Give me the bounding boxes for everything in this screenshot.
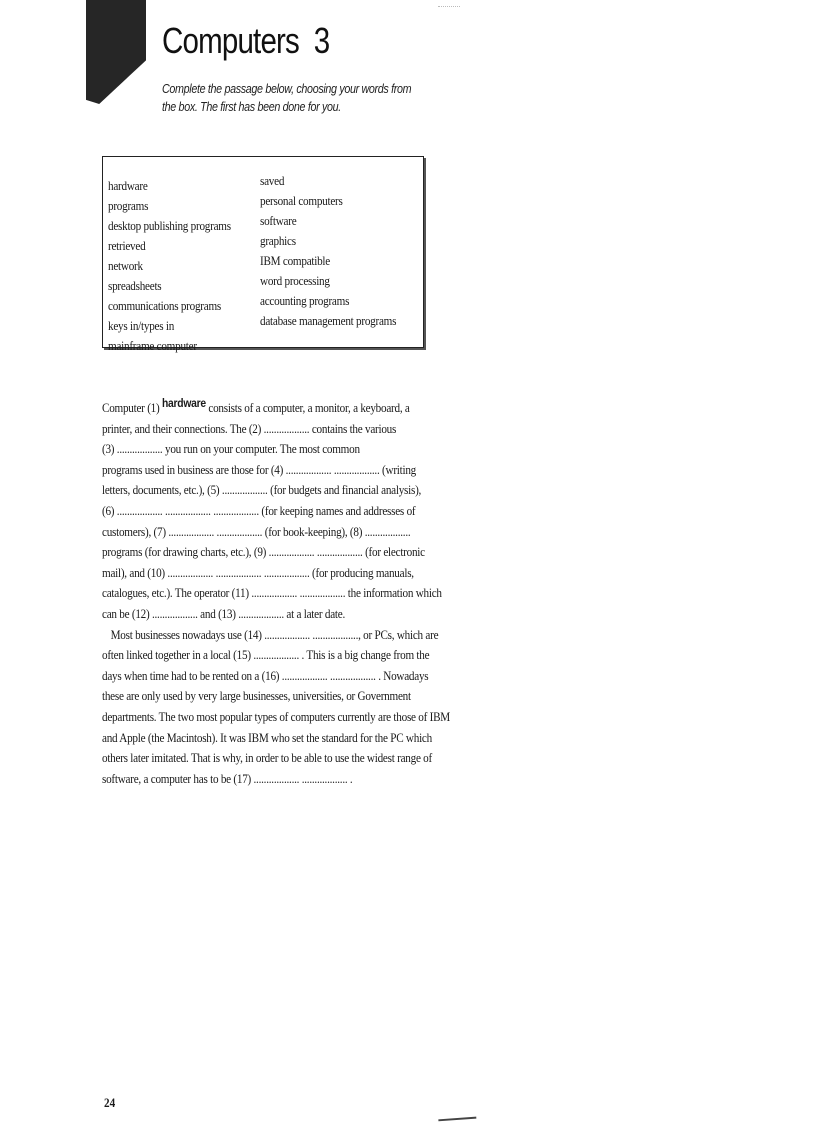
cloze-passage <box>102 396 450 789</box>
word-item: programs <box>108 198 149 213</box>
word-item: personal computers <box>260 193 343 208</box>
passage-line <box>102 396 410 419</box>
passage-line: printer, and their connections. The (2) .................. contains the various <box>102 420 397 436</box>
passage-line: (3) .................. you run on your computer. The most common <box>102 441 360 457</box>
passage-line: others later imitated. That is why, in order to be able to use the widest range of <box>102 750 432 766</box>
passage-line: customers), (7) .................. .................. (for book-keeping), (8) .................. <box>102 523 411 539</box>
word-box-left-column <box>108 176 251 356</box>
passage-line: days when time had to be rented on a (16) .................. .................. . Nowadays <box>102 667 429 683</box>
word-item: database management programs <box>260 313 397 328</box>
title-number: 3 <box>313 20 330 61</box>
title-text: Computers <box>162 20 299 61</box>
word-box-right-column <box>260 171 418 331</box>
page-title <box>162 20 329 62</box>
word-box <box>102 156 424 353</box>
passage-text: Computer (1) <box>102 400 160 415</box>
word-item: desktop publishing programs <box>108 218 231 233</box>
passage-line: mail), and (10) .................. .................. .................. (for producing manuals, <box>102 564 414 580</box>
word-item: graphics <box>260 233 296 248</box>
corner-tab-graphic <box>86 0 146 104</box>
word-item: network <box>108 258 143 273</box>
word-item: retrieved <box>108 238 146 253</box>
word-item: communications programs <box>108 298 221 313</box>
passage-line: catalogues, etc.). The operator (11) .................. .................. the information which <box>102 585 442 601</box>
passage-line: Most businesses nowadays use (14) .................. .................., or PCs, which are <box>110 626 439 642</box>
passage-line: and Apple (the Macintosh). It was IBM who set the standard for the PC which <box>102 729 432 745</box>
word-item: accounting programs <box>260 293 350 308</box>
word-item: saved <box>260 173 285 188</box>
passage-line: often linked together in a local (15) .................. . This is a big change from the <box>102 647 430 663</box>
example-answer: hardware <box>161 396 206 410</box>
passage-line: programs (for drawing charts, etc.), (9) .................. .................. (for electronic <box>102 544 425 560</box>
word-item: word processing <box>260 273 330 288</box>
passage-text: consists of a computer, a monitor, a keyboard, a <box>208 400 410 415</box>
word-item: mainframe computer <box>108 338 197 353</box>
word-item: IBM compatible <box>260 253 330 268</box>
word-item: software <box>260 213 297 228</box>
word-item: hardware <box>108 178 148 193</box>
scan-smudge <box>438 1107 477 1122</box>
word-item: spreadsheets <box>108 278 162 293</box>
passage-line: can be (12) .................. and (13) .................. at a later date. <box>102 605 345 621</box>
word-item: keys in/types in <box>108 318 175 333</box>
scan-speck <box>438 0 460 7</box>
passage-line: letters, documents, etc.), (5) .................. (for budgets and financial analysis), <box>102 482 422 498</box>
passage-line: software, a computer has to be (17) .................. .................. . <box>102 770 353 786</box>
passage-line: programs used in business are those for (4) .................. .................. (writing <box>102 461 416 477</box>
exercise-instructions: Complete the passage below, choosing your words from the box. The first has been done for you. <box>162 82 412 114</box>
page-number: 24 <box>104 1095 116 1110</box>
passage-line: (6) .................. .................. .................. (for keeping names and addresses of <box>102 502 416 518</box>
passage-line: these are only used by very large businesses, universities, or Government <box>102 688 411 704</box>
passage-line: departments. The two most popular types of computers currently are those of IBM <box>102 708 450 724</box>
